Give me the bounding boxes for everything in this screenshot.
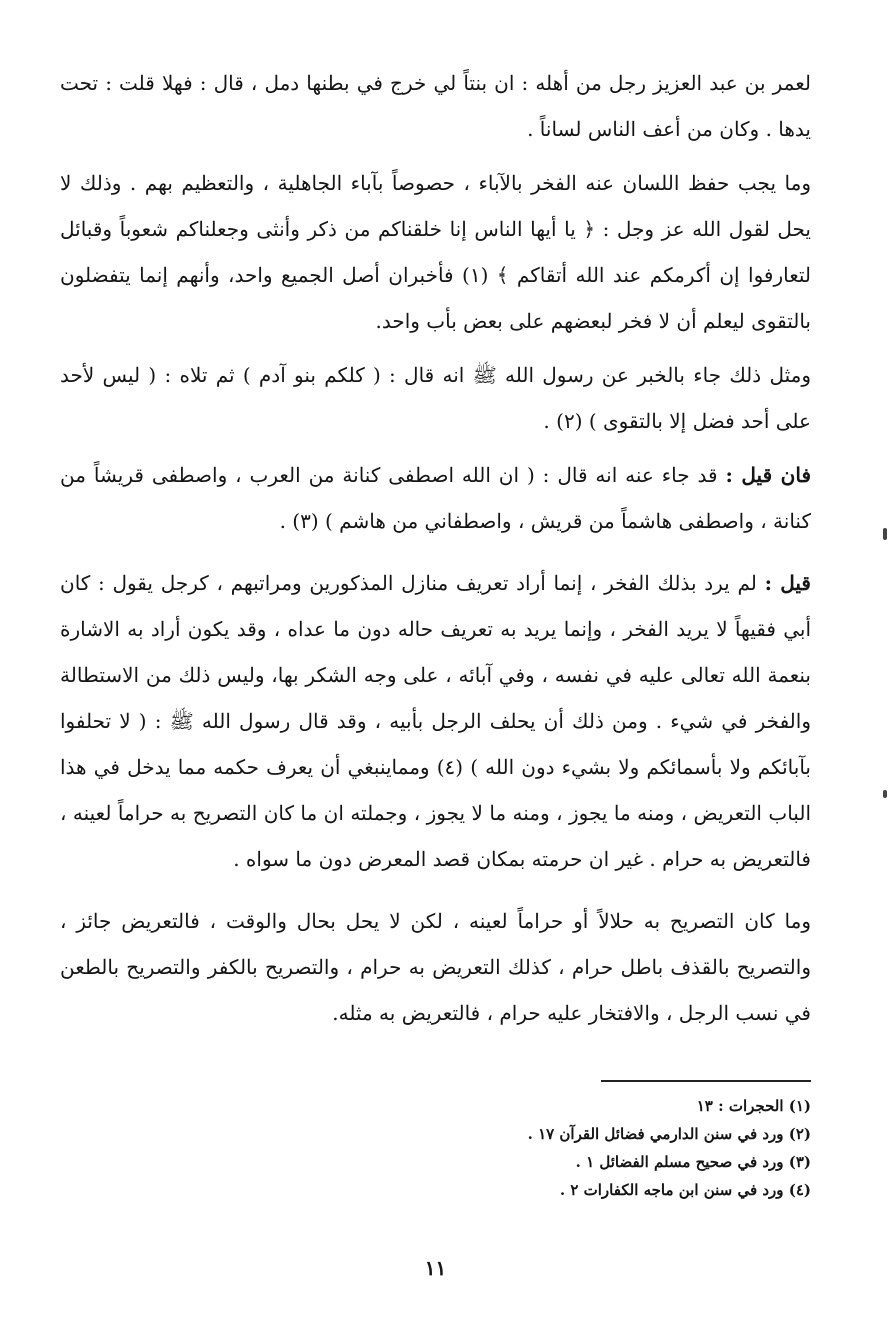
paragraph-5-text: لم يرد بذلك الفخر ، إنما أراد تعريف منازل المذكورين ومراتبهم ، كرجل يقول : كان أبي فقيهاً لا يريد الفخر ، وإنما يريد به تعريف حاله دون ما عداه ، وقد يكون أراد به الاشارة بنعمة الله تعالى عليه في نفسه ، وفي آبائه ، على وجه الشكر بها، وليس ذلك من الاستطالة والفخر في شيء . ومن ذلك أن يحلف الرجل بأبيه ، وقد قال رسول الله ﷺ : ( لا تحلفوا بآبائكم ولا بأسمائكم ولا بشيء دون الله ) (٤) ومماينبغي أن يعرف حكمه مما يدخل في هذا الباب التعريض ، ومنه ما يجوز ، ومنه ما لا يجوز ، وجملته ان ما كان التصريح به حراماً لعينه ، فالتعريض به حرام . غير ان حرمته بمكان قصد المعرض دون ما سواه . bbox=[60, 571, 811, 871]
scan-mark bbox=[883, 790, 887, 798]
scan-mark bbox=[883, 528, 887, 540]
footnote-3: (٣) ورد في صحيح مسلم الفضائل ١ . bbox=[575, 1153, 811, 1171]
reply-lead: قيل : bbox=[764, 571, 811, 595]
paragraph-6: وما كان التصريح به حلالاً أو حراماً لعينه ، لكن لا يحل بحال والوقت ، فالتعريض جائز ، والتصريح بالقذف باطل حرام ، كذلك التعريض به حرام ، والتصريح بالكفر والتصريح بالطعن في نسب الرجل ، والافتخار عليه حرام ، فالتعريض به مثله. bbox=[60, 909, 811, 1025]
paragraph-3: ومثل ذلك جاء بالخبر عن رسول الله ﷺ انه قال : ( كلكم بنو آدم ) ثم تلاه : ( ليس لأحد على أحد فضل إلا بالتقوى ) (٢) . bbox=[60, 363, 811, 433]
paragraph-1: لعمر بن عبد العزيز رجل من أهله : ان بنتاً لي خرج في بطنها دمل ، قال : فهلا قلت : تحت يدها . وكان من أعف الناس لساناً . bbox=[60, 71, 811, 141]
footnote-1: (١) الحجرات : ١٣ bbox=[696, 1097, 811, 1115]
document-page bbox=[60, 60, 811, 1342]
page-number: ١١ bbox=[424, 1256, 447, 1280]
footnotes bbox=[211, 1092, 811, 1204]
footnote-2: (٢) ورد في سنن الدارمي فضائل القرآن ١٧ . bbox=[527, 1125, 811, 1143]
objection-lead: فان قيل : bbox=[725, 463, 812, 487]
paragraph-4-text: قد جاء عنه انه قال : ( ان الله اصطفى كنانة من العرب ، واصطفى قريشاً من كنانة ، واصطفى هاشماً من قريش ، واصطفاني من هاشم ) (٣) . bbox=[60, 463, 811, 533]
paragraph-2: وما يجب حفظ اللسان عنه الفخر بالآباء ، حصوصاً بآباء الجاهلية ، والتعظيم بهم . وذلك لا يحل لقول الله عز وجل : ﴿ يا أيها الناس إنا خلقناكم من ذكر وأنثى وجعلناكم شعوباً وقبائل لتعارفوا إن أكرمكم عند الله أتقاكم ﴾ (١) فأخبران أصل الجميع واحد، وأنهم إنما يتفضلون بالتقوى ليعلم أن لا فخر لبعضهم على بعض بأب واحد. bbox=[60, 171, 811, 333]
paragraph-5 bbox=[60, 560, 811, 882]
footnote-4: (٤) ورد في سنن ابن ماجه الكفارات ٢ . bbox=[559, 1181, 811, 1199]
footnote-divider bbox=[601, 1080, 811, 1082]
paragraph-4 bbox=[60, 452, 811, 544]
